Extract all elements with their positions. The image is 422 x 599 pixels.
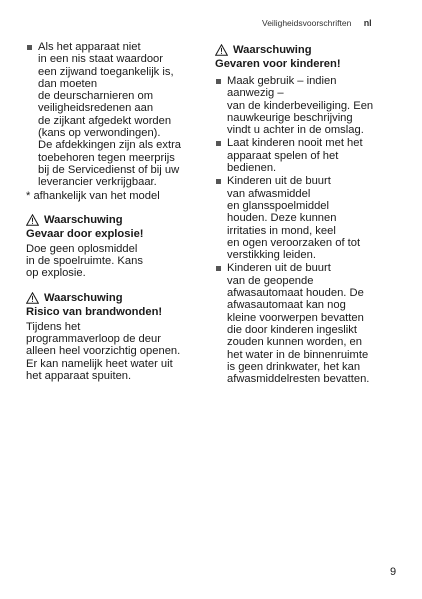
text-line: irritaties in mond, keel [227, 224, 336, 237]
text-line: Tijdens het [26, 320, 81, 333]
text-line: toebehoren tegen meerprijs [38, 151, 175, 164]
text-line: Er kan namelijk heet water uit [26, 357, 173, 370]
text-line: op explosie. [26, 267, 86, 280]
bullet-square-icon [216, 266, 221, 271]
warning-triangle-icon [215, 44, 228, 56]
text-line: de zijkant afgedekt worden [38, 114, 172, 127]
warning-block-burns [26, 291, 202, 382]
text-line: het water in de binnenruimte [227, 348, 369, 361]
list-item [26, 41, 202, 189]
text-line: Laat kinderen nooit met het [227, 137, 363, 150]
list-item [215, 175, 397, 261]
text-line: kleine voorwerpen bevatten [227, 311, 364, 324]
warning-label: Waarschuwing [44, 291, 123, 304]
page-header [262, 18, 402, 28]
text-line: nauwkeurige beschrijving [227, 111, 353, 124]
text-line: verstikking leiden. [227, 249, 316, 262]
list-item [215, 75, 397, 136]
bullet-text [227, 137, 397, 174]
right-column [215, 41, 397, 386]
text-line: veiligheidsredenen aan [38, 102, 154, 115]
warning-subtitle: Gevaar door explosie! [26, 227, 144, 240]
text-line: in een nis staat waardoor [38, 53, 164, 66]
bullet-text [227, 75, 397, 136]
footnote: * afhankelijk van het model [26, 189, 160, 202]
warning-heading [215, 43, 397, 57]
bullet-square-icon [216, 179, 221, 184]
header-language-code: nl [363, 18, 372, 28]
text-line: Doe geen oplosmiddel [26, 242, 138, 255]
header-section-title: Veiligheidsvoorschriften [262, 18, 352, 28]
text-line: bij de Servicedienst of bij uw [38, 163, 180, 176]
list-item [215, 137, 397, 174]
warning-subtitle: Gevaren voor kinderen! [215, 58, 341, 70]
warning-label: Waarschuwing [233, 44, 312, 56]
left-column [26, 41, 202, 382]
warning-triangle-icon [26, 214, 39, 226]
text-line: aanwezig – [227, 87, 284, 100]
warning-heading [26, 213, 202, 227]
text-line: De afdekkingen zijn als extra [38, 139, 182, 152]
text-line: bedienen. [227, 162, 277, 175]
text-line: van de kinderbeveiliging. Een [227, 99, 374, 112]
text-line: Kinderen uit de buurt [227, 175, 331, 188]
list-item [215, 262, 397, 385]
text-line: apparaat spelen of het [227, 149, 339, 162]
warning-block-children [215, 43, 397, 71]
text-line: en ogen veroorzaken of tot [227, 236, 361, 249]
warning-subtitle: Risico van brandwonden! [26, 305, 163, 318]
warning-triangle-icon [26, 292, 39, 304]
bullet-square-icon [216, 141, 221, 146]
text-line: Kinderen uit de buurt [227, 262, 331, 275]
text-line: afwasmiddelresten bevatten. [227, 373, 370, 386]
text-line: is geen drinkwater, het kan [227, 360, 361, 373]
bullet-square-icon [216, 79, 221, 84]
text-line: (kans op verwondingen). [38, 127, 161, 140]
warning-label: Waarschuwing [44, 213, 123, 226]
text-line: leverancier verkrijgbaar. [38, 176, 157, 189]
text-line: het apparaat spuiten. [26, 369, 132, 382]
text-line: dan moeten [38, 77, 98, 90]
text-line: vindt u achter in de omslag. [227, 124, 364, 137]
text-line: alleen heel voorzichtig openen. [26, 345, 181, 358]
text-line: zouden kunnen worden, en [227, 336, 362, 349]
warning-heading [26, 291, 202, 305]
text-line: en glansspoelmiddel [227, 199, 329, 212]
text-line: in de spoelruimte. Kans [26, 255, 143, 268]
text-line: programmaverloop de deur [26, 333, 161, 346]
text-line: de deurscharnieren om [38, 90, 154, 103]
text-line: Maak gebruik – indien [227, 75, 337, 87]
text-line: een zijwand toegankelijk is, [38, 65, 174, 78]
bullet-text [227, 175, 397, 261]
warning-block-explosion [26, 213, 202, 280]
text-line: van afwasmiddel [227, 187, 311, 200]
bullet-square-icon [27, 45, 32, 50]
page-number: 9 [390, 566, 397, 578]
text-line: afwasautomaat kan nog [227, 299, 346, 312]
text-line: die door kinderen ingeslikt [227, 323, 357, 336]
text-line: Als het apparaat niet [38, 41, 141, 53]
text-line: van de geopende [227, 274, 314, 287]
text-line: houden. Deze kunnen [227, 212, 337, 225]
bullet-text [38, 41, 202, 189]
bullet-text [227, 262, 397, 385]
text-line: afwasautomaat houden. De [227, 287, 364, 300]
